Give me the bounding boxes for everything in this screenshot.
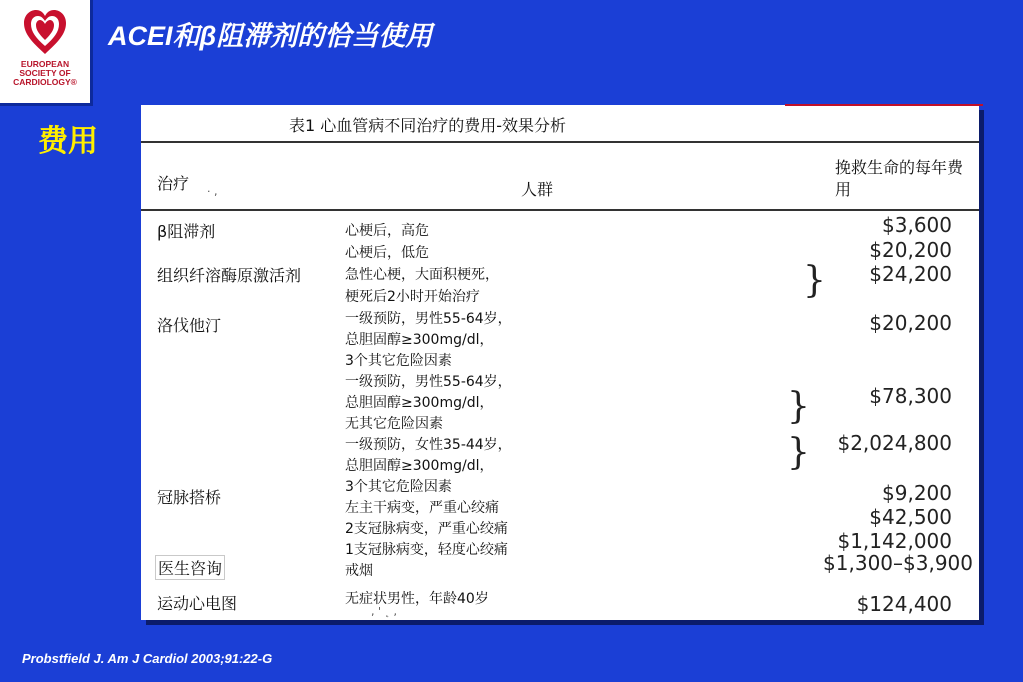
treatment-counseling: 医生咨询 — [155, 555, 225, 580]
logo-text: EUROPEAN SOCIETY OF CARDIOLOGY® — [13, 59, 77, 87]
treatment-exercise-ecg: 运动心电图 — [157, 594, 238, 613]
treatment-tpa: 组织纤溶酶原激活剂 — [157, 266, 302, 285]
cost-value: $9,200 — [882, 481, 952, 505]
population-line: 1支冠脉病变，轻度心绞痛 — [345, 542, 508, 558]
cost-value: $20,200 — [869, 311, 952, 335]
heart-logo-icon — [22, 8, 68, 58]
cost-value: $1,142,000 — [837, 529, 952, 553]
population-line: 戒烟 — [345, 563, 373, 579]
population-line: 心梗后，高危 — [345, 223, 429, 239]
population-line: 无其它危险因素 — [345, 416, 443, 432]
brace-mark: } — [787, 432, 810, 473]
caption-divider — [141, 141, 979, 143]
population-line: 3个其它危险因素 — [345, 479, 452, 495]
side-label: 费用 — [38, 124, 98, 159]
cost-value: $20,200 — [869, 238, 952, 262]
population-line: 总胆固醇≥300mg/dl， — [345, 458, 494, 474]
population-line: 总胆固醇≥300mg/dl， — [345, 332, 494, 348]
population-line: 一级预防，女性35-44岁， — [345, 437, 512, 453]
population-line: 一级预防，男性55-64岁， — [345, 374, 512, 390]
slide-title: ACEI和β阻滞剂的恰当使用 — [108, 21, 433, 51]
population-line: 一级预防，男性55-64岁， — [345, 311, 512, 327]
brace-mark: } — [787, 386, 810, 427]
cost-value: $3,600 — [882, 213, 952, 237]
header-treatment: 治疗 — [157, 174, 190, 193]
cost-value: $78,300 — [869, 384, 952, 408]
table-caption: 表1 心血管病不同治疗的费用-效果分析 — [289, 116, 567, 135]
treatment-beta-blocker: β阻滞剂 — [157, 222, 216, 241]
esc-logo — [0, 0, 93, 106]
table-panel — [141, 105, 979, 620]
population-line: 2支冠脉病变，严重心绞痛 — [345, 521, 508, 537]
population-line: 3个其它危险因素 — [345, 353, 452, 369]
brace-mark: } — [803, 260, 826, 301]
scan-mark: · , — [207, 185, 218, 198]
population-line: 左主干病变，严重心绞痛 — [345, 500, 499, 516]
cost-value: $124,400 — [856, 592, 952, 616]
header-cost: 挽救生命的每年费用 — [835, 158, 964, 199]
cost-value: $2,024,800 — [837, 431, 952, 455]
population-line: 梗死后2小时开始治疗 — [345, 289, 480, 305]
footer-citation: Probstfield J. Am J Cardiol 2003;91:22-G — [22, 651, 273, 666]
cost-value: $1,300–$3,900 — [823, 551, 973, 575]
accent-line — [785, 104, 983, 106]
population-line: 急性心梗，大面积梗死， — [345, 267, 499, 283]
header-population: 人群 — [521, 180, 554, 199]
population-line: 总胆固醇≥300mg/dl， — [345, 395, 494, 411]
scan-mark: , ' ˛ , — [371, 605, 398, 618]
treatment-lovastatin: 洛伐他汀 — [157, 316, 222, 335]
cost-value: $42,500 — [869, 505, 952, 529]
population-line: 无症状男性，年龄40岁 — [345, 591, 489, 607]
cost-value: $24,200 — [869, 262, 952, 286]
population-line: 心梗后，低危 — [345, 245, 429, 261]
treatment-cabg: 冠脉搭桥 — [157, 488, 222, 507]
header-divider — [141, 209, 979, 211]
